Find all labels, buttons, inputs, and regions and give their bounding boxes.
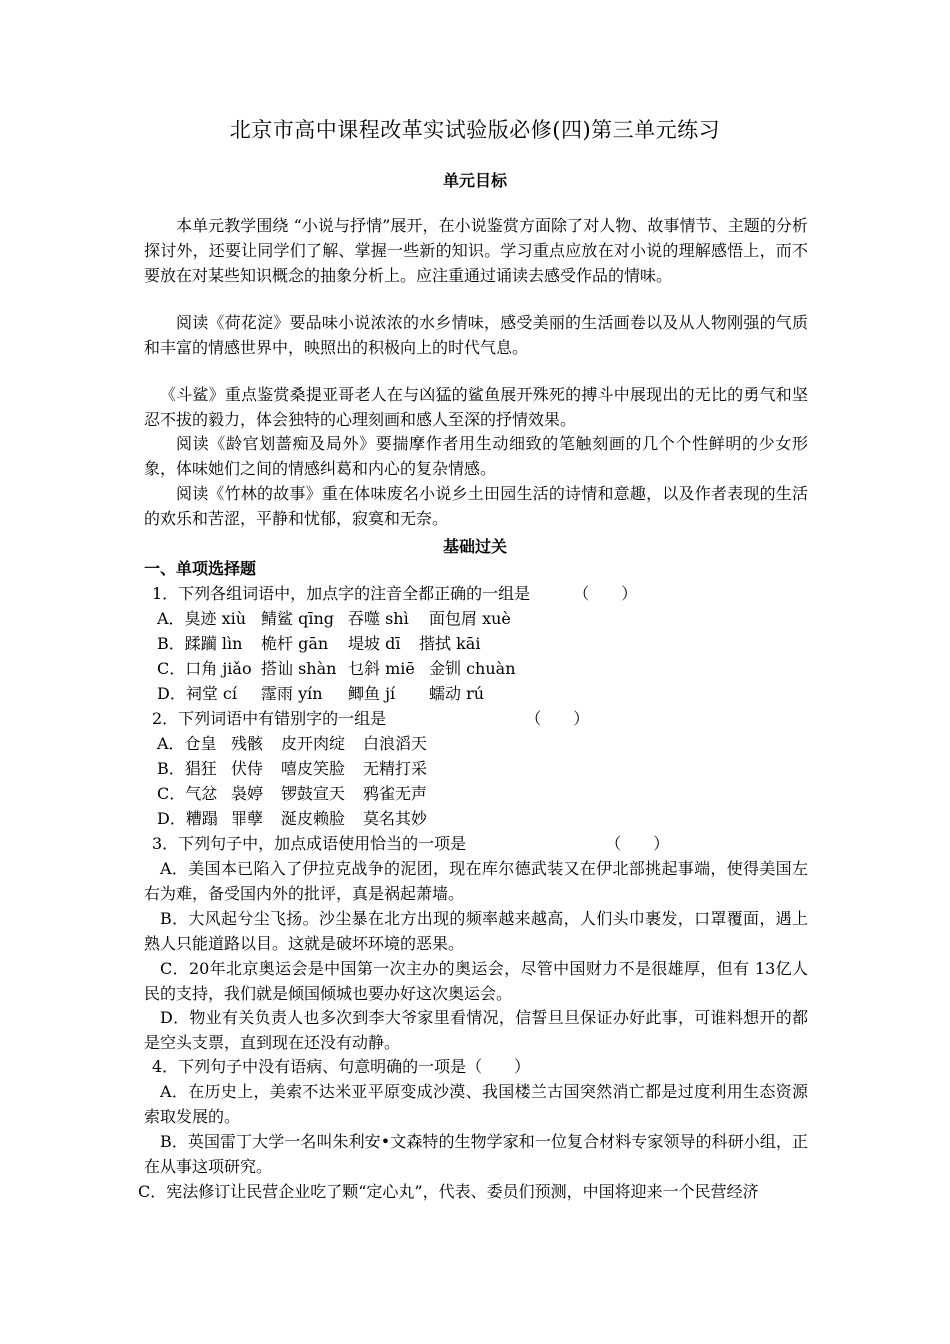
option-item: C．口角 jiǎo — [157, 659, 252, 678]
option-item: 金钏 chuàn — [429, 659, 516, 678]
q4-option-c: C．宪法修订让民营企业吃了颗“定心丸”，代表、委员们预测，中国将迎来一个民营经济 — [138, 1182, 759, 1201]
option-item: B．猖狂 — [157, 759, 217, 778]
question-stem-text: 2．下列词语中有错别字的一组是 — [152, 709, 387, 728]
option-item: 无精打采 — [363, 759, 428, 778]
q3-option-d: D．物业有关负责人也多次到李大爷家里看情况，信誓旦旦保证办好此事，可谁料想开的都是空头支票，直到现在还没有动静。 — [144, 1008, 808, 1052]
option-item: 面包屑 xuè — [429, 609, 511, 628]
goal-paragraph-2: 阅读《荷花淀》要品味小说浓浓的水乡情味，感受美丽的生活画卷以及从人物刚强的气质和丰富的情感世界中，映照出的积极向上的时代气息。 — [144, 313, 808, 357]
goal-paragraph-1: 本单元教学围绕 “小说与抒情”展开，在小说鉴赏方面除了对人物、故事情节、主题的分析探讨外，还要让同学们了解、掌握一些新的知识。学习重点应放在对小说的理解感悟上，而不要放在对某些知识概念的抽象分析上。应注重通过诵读去感受作品的情味。 — [144, 216, 808, 285]
option-item: D．糟蹋 — [157, 809, 218, 828]
option-item: 鲭鲨 qīng — [261, 609, 334, 628]
goal-paragraph-5: 阅读《竹林的故事》重在体味废名小说乡土田园生活的诗情和意趣，以及作者表现的生活的欢乐和苦涩，平静和忧郁，寂寞和无奈。 — [144, 484, 808, 528]
q4-option-a: A．在历史上，美索不达米亚平原变成沙漠、我国楼兰古国突然消亡都是过度利用生态资源索取发展的。 — [144, 1082, 808, 1126]
option-item: 罪孽 — [231, 809, 264, 828]
option-item: 桅杆 gān — [261, 634, 329, 653]
option-item: B．蹂躏 lìn — [157, 634, 243, 653]
question-2-stem — [152, 706, 589, 731]
q3-option-b: B．大风起兮尘飞扬。沙尘暴在北方出现的频率越来越高，人们头巾裹发，口罩覆面，遇上熟人只能道路以目。这就是破坏环境的恶果。 — [144, 909, 808, 953]
option-item: A．臭迹 xiù — [157, 609, 247, 628]
option-item: 残骸 — [231, 734, 264, 753]
option-item: 吞噬 shì — [348, 609, 409, 628]
option-item: C．气忿 — [157, 784, 218, 803]
option-item: 搭讪 shàn — [261, 659, 337, 678]
option-item: 锣鼓宣天 — [281, 784, 346, 803]
q4-option-b: B．英国雷丁大学一名叫朱利安•文森特的生物学家和一位复合材料专家领导的科研小组，正在从事这项研究。 — [144, 1132, 808, 1176]
option-item: 白浪滔天 — [363, 734, 428, 753]
option-item: A．仓皇 — [157, 734, 217, 753]
option-item: 伏侍 — [231, 759, 264, 778]
option-item: 蠕动 rú — [429, 684, 485, 703]
option-item: 嘻皮笑脸 — [281, 759, 346, 778]
q3-option-c: C．20年北京奥运会是中国第一次主办的奥运会，尽管中国财力不是很雄厚，但有 13亿人民的支持，我们就是倾国倾城也要办好这次奥运会。 — [144, 959, 808, 1003]
option-item: 揩拭 kāi — [419, 634, 481, 653]
part-heading-single-choice: 一、单项选择题 — [144, 559, 257, 578]
answer-paren: （ ） — [525, 709, 590, 728]
question-stem-text: 3．下列句子中，加点成语使用恰当的一项是 — [152, 834, 467, 853]
option-item: 乜斜 miē — [348, 659, 415, 678]
question-stem-text: 1．下列各组词语中，加点字的注音全都正确的一组是 — [152, 584, 531, 603]
q3-option-a: A．美国本已陷入了伊拉克战争的泥团，现在库尔德武装又在伊北部挑起事端，使得美国左右为难，备受国内外的批评，真是祸起萧墙。 — [144, 859, 808, 903]
document-title: 北京市高中课程改革实试验版必修(四)第三单元练习 — [229, 118, 721, 142]
section-heading-basic: 基础过关 — [442, 537, 507, 556]
option-item: 莫名其妙 — [363, 809, 428, 828]
option-item: 霪雨 yín — [261, 684, 323, 703]
option-item: 皮开肉绽 — [281, 734, 346, 753]
section-heading-goal: 单元目标 — [442, 171, 507, 190]
goal-paragraph-3: 《斗鲨》重点鉴赏桑提亚哥老人在与凶猛的鲨鱼展开殊死的搏斗中展现出的无比的勇气和坚忍不拔的毅力，体会独特的心理刻画和感人至深的抒情效果。 — [144, 385, 808, 429]
answer-paren: （ ） — [573, 584, 638, 603]
option-item: D．祠堂 cí — [157, 684, 237, 703]
option-item: 涎皮赖脸 — [281, 809, 346, 828]
option-item: 鲫鱼 jí — [348, 684, 396, 703]
goal-paragraph-4: 阅读《龄官划蔷痴及局外》要揣摩作者用生动细致的笔触刻画的几个个性鲜明的少女形象，体味她们之间的情感纠葛和内心的复杂情感。 — [144, 434, 808, 478]
question-1-stem — [152, 581, 637, 606]
answer-paren: （ ） — [605, 834, 670, 853]
option-item: 堤坡 dī — [348, 634, 401, 653]
question-3-stem — [152, 831, 669, 856]
option-item: 鸦雀无声 — [363, 784, 428, 803]
question-4-stem: 4．下列句子中没有语病、句意明确的一项是（ ） — [152, 1057, 531, 1076]
option-item: 袅婷 — [231, 784, 264, 803]
